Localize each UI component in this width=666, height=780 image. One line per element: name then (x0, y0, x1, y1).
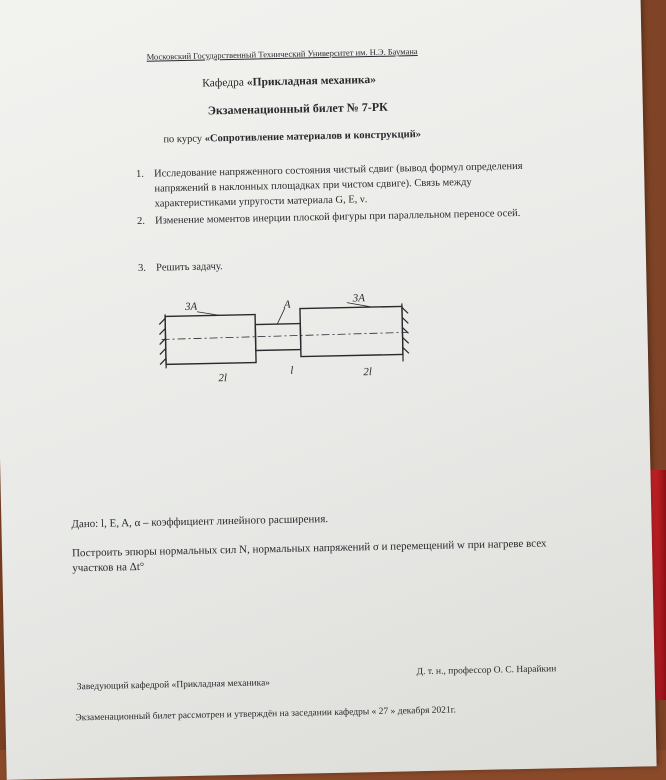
center-axis (162, 332, 408, 339)
middle-segment (255, 324, 301, 351)
middle-area-label: A (283, 298, 291, 311)
university-name: Московский Государственный Технический Университет им. Н.Э. Баумана (146, 46, 418, 62)
department-line (202, 74, 376, 90)
approval-note: Экзаменационный билет рассмотрен и утверждён на заседании кафедры « 27 » декабря 2021г. (75, 705, 457, 724)
professor-signature: Д. т. н., профессор О. С. Нарайкин (416, 664, 557, 678)
question-number: 3. (137, 262, 147, 274)
question-text: Решить задачу. (155, 261, 223, 274)
head-of-department: Заведующий кафедрой «Прикладная механика» (76, 678, 271, 693)
stepped-bar-drawing (157, 292, 429, 397)
right-segment (300, 306, 403, 356)
question-text: Изменение моментов инерции плоской фигуры при параллельном переносе осей. (154, 207, 521, 227)
department-prefix: Кафедра (202, 76, 245, 90)
course-line (163, 129, 421, 145)
question-number: 2. (136, 215, 146, 227)
task-statement: Построить эпюры нормальных сил N, нормальных напряжений σ и перемещений w при нагреве всех участков на Δt° (71, 537, 547, 575)
question-1 (135, 158, 545, 211)
given-data: Дано: l, E, A, α – коэффициент линейного расширения. (71, 513, 329, 531)
department-name: «Прикладная механика» (246, 73, 377, 89)
course-name: «Сопротивление материалов и конструкций» (204, 129, 422, 145)
question-number: 1. (135, 168, 145, 180)
left-segment (165, 315, 256, 365)
left-length-label: 2l (218, 372, 228, 385)
right-area-label: 3A (352, 292, 366, 305)
right-length-label: 2l (363, 366, 372, 379)
course-prefix: по курсу (163, 133, 203, 146)
middle-length-label: l (290, 364, 294, 377)
ticket-title: Экзаменационный билет № 7-РК (207, 99, 388, 118)
question-text: Исследование напряженного состояния чистый сдвиг (вывод формул определения напряжений в наклонных площадках при чистом сдвиге). Связь между характеристиками упругости материала G, E, ν. (153, 160, 523, 210)
left-area-label: 3A (184, 300, 198, 313)
question-3 (137, 252, 546, 275)
